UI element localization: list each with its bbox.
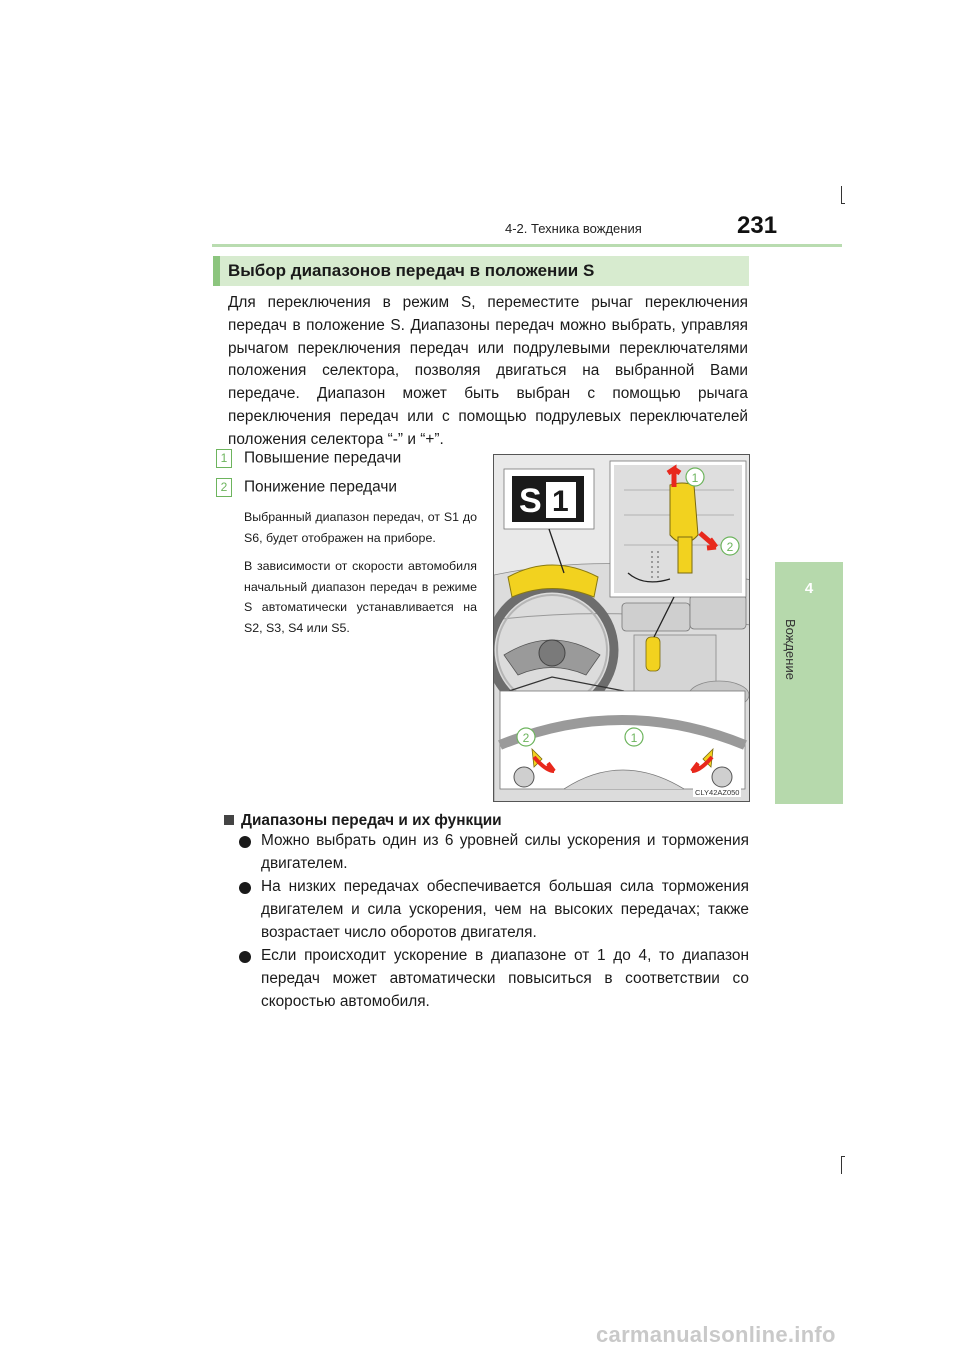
bullet-text: Можно выбрать один из 6 уровней силы ускорения и торможения двигателем. bbox=[261, 832, 749, 872]
chapter-number: 4 bbox=[804, 580, 814, 597]
intro-paragraph: Для переключения в режим S, переместите рычаг переключения передач в положение S. Диапазоны передач можно выбрать, управляя рычагом переключения передач или подрулевыми переключателями положения селектора, позволяя двигаться на выбранной Вами передаче. Диапазон может быть выбран с помощью рычага переключения передач или с помощью подрулевых переключателей положения селектора “-” и “+”. bbox=[228, 294, 748, 448]
callout-downshift-lever: 2 bbox=[726, 540, 734, 554]
running-header: 4-2. Техника вождения bbox=[505, 221, 642, 236]
crop-mark-top bbox=[841, 186, 842, 204]
square-bullet-icon bbox=[224, 815, 234, 825]
legend-item-upshift bbox=[216, 449, 401, 468]
bullet-text: На низких передачах обеспечивается большая сила торможения двигателем и сила ускорения, чем на высоких передачах; также возрастает число оборотов двигателя. bbox=[261, 878, 749, 941]
callout-downshift-paddle: 2 bbox=[522, 731, 530, 745]
bullet-dot-icon bbox=[239, 951, 251, 963]
chapter-tab bbox=[775, 562, 843, 804]
callout-2-icon: 2 bbox=[216, 478, 232, 497]
bullet-item bbox=[243, 876, 749, 944]
section-title: Выбор диапазонов передач в положении S bbox=[213, 256, 749, 286]
bullet-dot-icon bbox=[239, 882, 251, 894]
callout-1-icon: 1 bbox=[216, 449, 232, 468]
bullet-dot-icon bbox=[239, 836, 251, 848]
illustration-svg bbox=[494, 455, 750, 802]
subsection-heading bbox=[224, 812, 502, 830]
legend-label: Понижение передачи bbox=[244, 478, 397, 496]
subsection-title: Диапазоны передач и их функции bbox=[241, 812, 502, 829]
bullet-item bbox=[243, 830, 749, 876]
bullet-text: Если происходит ускорение в диапазоне от 1 до 4, то диапазон передач может автоматически повыситься в соответствии со скоростью автомобиля. bbox=[261, 947, 749, 1010]
gear-selector-illustration bbox=[493, 454, 750, 802]
crop-mark-bottom-foot bbox=[841, 1156, 845, 1157]
watermark: carmanualsonline.info bbox=[596, 1322, 836, 1347]
page-number: 231 bbox=[737, 212, 778, 239]
legend-label: Повышение передачи bbox=[244, 449, 402, 467]
crop-mark-top-foot bbox=[841, 203, 845, 204]
display-gear-digit: 1 bbox=[552, 485, 569, 518]
crop-mark-bottom bbox=[841, 1156, 842, 1174]
note-display: Выбранный диапазон передач, от S1 до S6, будет отображен на приборе. bbox=[244, 510, 477, 545]
header-rule bbox=[212, 244, 842, 247]
chapter-label: Вождение bbox=[783, 619, 798, 680]
bullet-item bbox=[243, 945, 749, 1013]
figure-code: CLY42AZ050 bbox=[695, 788, 740, 797]
legend-item-downshift bbox=[216, 478, 397, 497]
callout-upshift-paddle: 1 bbox=[630, 731, 638, 745]
display-gear-letter: S bbox=[519, 482, 542, 520]
callout-upshift-lever: 1 bbox=[691, 471, 699, 485]
note-auto-range: В зависимости от скорости автомобиля начальный диапазон передач в режиме S автоматически устанавливается на S2, S3, S4 или S5. bbox=[244, 559, 477, 635]
